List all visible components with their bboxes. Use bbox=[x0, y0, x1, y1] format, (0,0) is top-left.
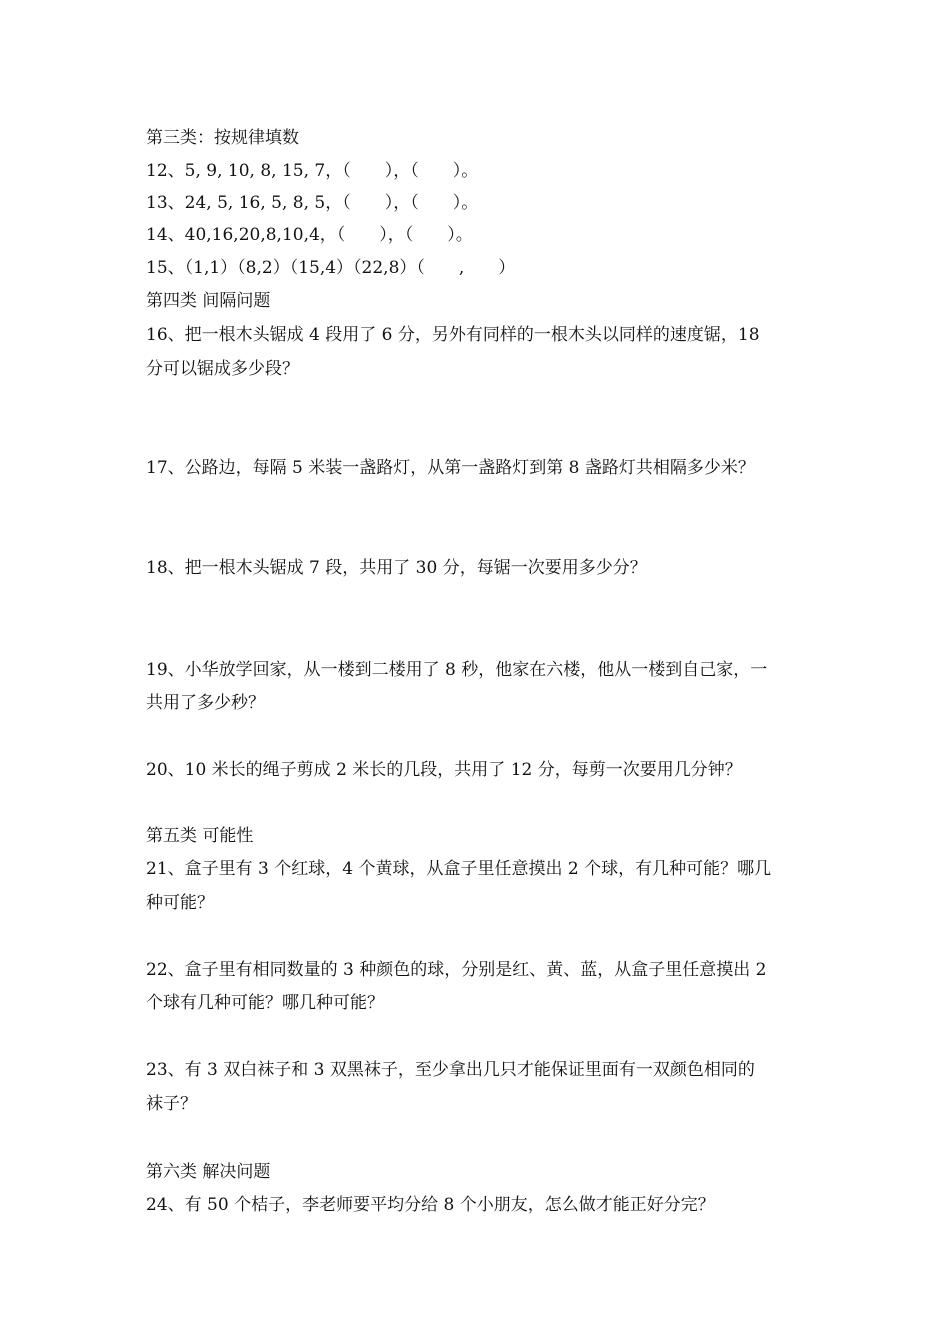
section-heading-4: 第四类 间隔问题 bbox=[146, 291, 271, 311]
question-22-line-2: 个球有几种可能？哪几种可能？ bbox=[146, 993, 384, 1013]
question-12: 12、5, 9, 10, 8, 15, 7，（ ），（ ）。 bbox=[146, 161, 479, 181]
question-21-line-2: 种可能？ bbox=[146, 893, 214, 913]
question-19-line-1: 19、小华放学回家，从一楼到二楼用了 8 秒，他家在六楼，他从一楼到自己家，一 bbox=[146, 660, 768, 680]
question-23-line-1: 23、有 3 双白袜子和 3 双黑袜子，至少拿出几只才能保证里面有一双颜色相同的 bbox=[146, 1060, 755, 1080]
question-23-line-2: 袜子？ bbox=[146, 1094, 197, 1114]
question-14: 14、40,16,20,8,10,4，（ ），（ ）。 bbox=[146, 225, 473, 245]
question-13: 13、24, 5, 16, 5, 8, 5，（ ），（ ）。 bbox=[146, 193, 479, 213]
question-18: 18、把一根木头锯成 7 段，共用了 30 分，每锯一次要用多少分？ bbox=[146, 558, 647, 578]
section-heading-3: 第三类：按规律填数 bbox=[146, 128, 299, 148]
question-17: 17、公路边，每隔 5 米装一盏路灯，从第一盏路灯到第 8 盏路灯共相隔多少米？ bbox=[146, 458, 755, 478]
question-19-line-2: 共用了多少秒？ bbox=[146, 693, 265, 713]
question-20: 20、10 米长的绳子剪成 2 米长的几段，共用了 12 分，每剪一次要用几分钟？ bbox=[146, 760, 742, 780]
question-15: 15、（1,1）（8,2）（15,4）（22,8）（ , ） bbox=[146, 258, 516, 278]
section-heading-6: 第六类 解决问题 bbox=[146, 1162, 271, 1182]
section-heading-5: 第五类 可能性 bbox=[146, 826, 254, 846]
question-21-line-1: 21、盒子里有 3 个红球，4 个黄球，从盒子里任意摸出 2 个球，有几种可能？哪几 bbox=[146, 859, 772, 879]
question-22-line-1: 22、盒子里有相同数量的 3 种颜色的球，分别是红、黄、蓝，从盒子里任意摸出 2 bbox=[146, 960, 767, 980]
question-16-line-1: 16、把一根木头锯成 4 段用了 6 分，另外有同样的一根木头以同样的速度锯，18 bbox=[146, 325, 760, 345]
question-24: 24、有 50 个桔子，李老师要平均分给 8 个小朋友，怎么做才能正好分完？ bbox=[146, 1195, 715, 1215]
question-16-line-2: 分可以锯成多少段？ bbox=[146, 359, 299, 379]
